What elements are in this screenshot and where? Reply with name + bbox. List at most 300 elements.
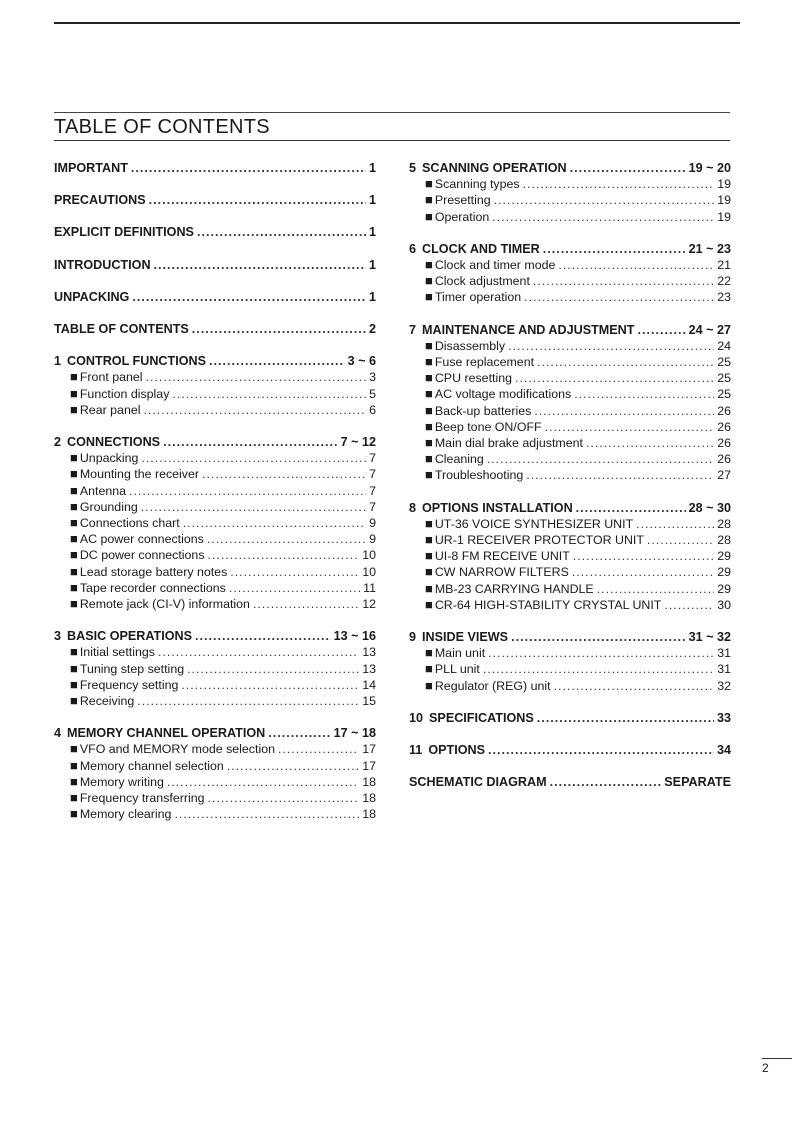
dot-leader bbox=[492, 209, 714, 225]
toc-subsection-entry[interactable] bbox=[54, 661, 376, 677]
toc-subsection-entry[interactable] bbox=[54, 596, 376, 612]
toc-entry-label bbox=[425, 548, 570, 564]
toc-entry-label bbox=[54, 160, 128, 176]
toc-entry-text: INSIDE VIEWS bbox=[422, 630, 509, 645]
page-title: TABLE OF CONTENTS bbox=[54, 116, 270, 138]
toc-left-column bbox=[54, 160, 376, 823]
toc-page-number: 28 bbox=[717, 516, 731, 531]
toc-entry-text: UNPACKING bbox=[54, 289, 130, 304]
dot-leader bbox=[158, 644, 359, 660]
toc-entry-text: Memory clearing bbox=[79, 807, 172, 822]
toc-section-entry[interactable] bbox=[54, 434, 376, 450]
section-spacer bbox=[409, 613, 731, 629]
toc-page-number: 25 bbox=[717, 387, 731, 402]
dot-leader bbox=[143, 402, 366, 418]
toc-entry-label bbox=[425, 289, 521, 305]
toc-subsection-entry[interactable] bbox=[54, 806, 376, 822]
dot-leader bbox=[141, 450, 366, 466]
toc-subsection-entry[interactable] bbox=[409, 176, 731, 192]
toc-subsection-entry[interactable] bbox=[409, 581, 731, 597]
dot-leader bbox=[534, 403, 714, 419]
toc-entry-label bbox=[70, 402, 140, 418]
toc-page-number: 11 bbox=[363, 580, 376, 595]
toc-page-number: 3 bbox=[369, 370, 376, 385]
toc-page-number: 19 ~ 20 bbox=[688, 161, 731, 175]
toc-section-entry[interactable] bbox=[409, 742, 731, 758]
toc-page-number: 1 bbox=[368, 289, 376, 304]
toc-entry-label bbox=[70, 806, 171, 822]
toc-entry-text: Connections chart bbox=[79, 516, 180, 531]
toc-entry-text: OPTIONS INSTALLATION bbox=[422, 500, 573, 515]
toc-page-number: 26 bbox=[717, 452, 731, 467]
toc-page-number: 22 bbox=[717, 274, 731, 289]
toc-page-number: 12 bbox=[362, 597, 376, 612]
toc-page-number: 29 bbox=[717, 565, 731, 580]
toc-entry-text: Mounting the receiver bbox=[79, 467, 200, 482]
toc-entry-label bbox=[425, 516, 633, 532]
toc-entry-label bbox=[425, 338, 505, 354]
toc-entry-label bbox=[425, 467, 523, 483]
toc-section-entry[interactable] bbox=[409, 500, 731, 516]
toc-subsection-entry[interactable] bbox=[54, 369, 376, 385]
toc-subsection-entry[interactable] bbox=[54, 531, 376, 547]
toc-entry-label bbox=[70, 741, 275, 757]
toc-page-number: 17 bbox=[362, 758, 376, 773]
toc-subsection-entry[interactable] bbox=[54, 790, 376, 806]
toc-entry-label bbox=[425, 386, 571, 402]
toc-page-number: 7 bbox=[369, 451, 376, 466]
dot-leader bbox=[268, 725, 330, 741]
toc-subsection-entry[interactable] bbox=[409, 403, 731, 419]
toc-section-number: 6 bbox=[409, 241, 417, 256]
toc-entry-text: UI-8 FM RECEIVE UNIT bbox=[434, 549, 570, 564]
toc-section-entry[interactable] bbox=[54, 628, 376, 644]
toc-subsection-entry[interactable] bbox=[409, 386, 731, 402]
toc-entry-text: Memory writing bbox=[79, 774, 164, 789]
toc-page-number: 33 bbox=[716, 710, 731, 725]
toc-entry-text: Troubleshooting bbox=[434, 468, 524, 483]
toc-entry-text: Frequency setting bbox=[79, 677, 179, 692]
toc-subsection-entry[interactable] bbox=[54, 580, 376, 596]
dot-leader bbox=[487, 451, 714, 467]
toc-entry-text: MEMORY CHANNEL OPERATION bbox=[67, 726, 266, 741]
toc-entry-text: Frequency transferring bbox=[79, 791, 205, 806]
toc-entry-label bbox=[425, 451, 484, 467]
toc-subsection-entry[interactable] bbox=[54, 402, 376, 418]
toc-subsection-entry[interactable] bbox=[54, 515, 376, 531]
toc-entry-label bbox=[409, 742, 485, 758]
toc-page-number: 2 bbox=[368, 322, 376, 337]
dot-leader bbox=[511, 629, 686, 645]
toc-subsection-entry[interactable] bbox=[54, 450, 376, 466]
toc-section-entry[interactable] bbox=[54, 192, 376, 208]
toc-section-number: 9 bbox=[409, 630, 417, 645]
toc-entry-text: AC power connections bbox=[79, 532, 204, 547]
toc-entry-label bbox=[70, 758, 224, 774]
toc-subsection-entry[interactable] bbox=[409, 435, 731, 451]
dot-leader bbox=[149, 192, 366, 208]
toc-entry-label bbox=[70, 677, 178, 693]
toc-entry-label bbox=[409, 774, 547, 790]
toc-page-number: 19 bbox=[717, 209, 731, 224]
toc-section-entry[interactable] bbox=[54, 725, 376, 741]
dot-leader bbox=[647, 532, 714, 548]
toc-entry-label bbox=[409, 500, 573, 516]
toc-subsection-entry[interactable] bbox=[409, 597, 731, 613]
toc-section-number: 10 bbox=[409, 710, 424, 725]
toc-page-number: 32 bbox=[717, 678, 731, 693]
toc-page-number: 13 ~ 16 bbox=[333, 629, 376, 644]
dot-leader bbox=[537, 354, 714, 370]
toc-entry-text: CPU resetting bbox=[434, 371, 512, 386]
dot-leader bbox=[181, 677, 359, 693]
section-spacer bbox=[409, 758, 731, 774]
toc-section-entry[interactable] bbox=[409, 774, 731, 790]
toc-subsection-entry[interactable] bbox=[54, 547, 376, 563]
toc-subsection-entry[interactable] bbox=[409, 289, 731, 305]
toc-subsection-entry[interactable] bbox=[409, 354, 731, 370]
dot-leader bbox=[183, 515, 366, 531]
toc-subsection-entry[interactable] bbox=[409, 564, 731, 580]
dot-leader bbox=[543, 241, 686, 257]
toc-entry-label bbox=[425, 661, 480, 677]
dot-leader bbox=[488, 742, 714, 758]
dot-leader bbox=[137, 693, 359, 709]
dot-leader bbox=[278, 741, 359, 757]
toc-entry-text: Main dial brake adjustment bbox=[434, 436, 583, 451]
toc-entry-label bbox=[70, 515, 180, 531]
toc-section-entry[interactable] bbox=[409, 241, 731, 257]
toc-subsection-entry[interactable] bbox=[409, 645, 731, 661]
toc-page-number: 9 bbox=[369, 532, 376, 547]
toc-subsection-entry[interactable] bbox=[54, 644, 376, 660]
toc-subsection-entry[interactable] bbox=[54, 466, 376, 482]
toc-page-number: 18 bbox=[362, 807, 376, 822]
dot-leader bbox=[570, 160, 686, 176]
toc-entry-text: IMPORTANT bbox=[54, 161, 128, 175]
toc-entry-text: Clock and timer mode bbox=[434, 258, 556, 273]
toc-subsection-entry[interactable] bbox=[54, 677, 376, 693]
toc-page-number: 21 bbox=[717, 258, 731, 273]
dot-leader bbox=[227, 758, 359, 774]
toc-subsection-entry[interactable] bbox=[409, 370, 731, 386]
toc-entry-label bbox=[425, 645, 485, 661]
toc-entry-text: SPECIFICATIONS bbox=[429, 710, 534, 725]
toc-subsection-entry[interactable] bbox=[409, 516, 731, 532]
toc-entry-text: TABLE OF CONTENTS bbox=[54, 322, 189, 337]
toc-page-number: 26 bbox=[717, 403, 731, 418]
toc-entry-text: CONTROL FUNCTIONS bbox=[67, 354, 207, 369]
toc-page-number: 7 ~ 12 bbox=[340, 435, 376, 450]
dot-leader bbox=[207, 531, 366, 547]
toc-entry-text: INTRODUCTION bbox=[54, 257, 151, 272]
toc-subsection-entry[interactable] bbox=[409, 661, 731, 677]
dot-leader bbox=[597, 581, 715, 597]
section-spacer bbox=[409, 484, 731, 500]
toc-entry-text: Memory channel selection bbox=[79, 758, 224, 773]
dot-leader bbox=[132, 289, 366, 305]
dot-leader bbox=[515, 370, 714, 386]
dot-leader bbox=[208, 790, 360, 806]
toc-page-number: 1 bbox=[368, 161, 376, 175]
toc-section-entry[interactable] bbox=[409, 160, 731, 176]
toc-page-number: 25 bbox=[717, 355, 731, 370]
toc-page-number: 19 bbox=[717, 177, 731, 192]
title-underline bbox=[54, 140, 730, 141]
dot-leader bbox=[167, 774, 359, 790]
dot-leader bbox=[192, 321, 366, 337]
dot-leader bbox=[545, 419, 715, 435]
toc-entry-label bbox=[70, 661, 184, 677]
toc-entry-text: CONNECTIONS bbox=[67, 435, 161, 450]
section-spacer bbox=[54, 337, 376, 353]
toc-entry-label bbox=[425, 354, 534, 370]
toc-entry-label bbox=[70, 564, 227, 580]
toc-page-number: 9 bbox=[369, 516, 376, 531]
toc-page-number: 28 bbox=[717, 533, 731, 548]
toc-entry-text: Antenna bbox=[79, 483, 127, 498]
toc-entry-label bbox=[409, 160, 567, 176]
section-spacer bbox=[54, 208, 376, 224]
toc-subsection-entry[interactable] bbox=[409, 338, 731, 354]
toc-entry-label bbox=[425, 403, 531, 419]
toc-subsection-entry[interactable] bbox=[409, 548, 731, 564]
toc-section-entry[interactable] bbox=[409, 629, 731, 645]
toc-page-number: 7 bbox=[369, 483, 376, 498]
section-spacer bbox=[54, 176, 376, 192]
dot-leader bbox=[229, 580, 360, 596]
dot-leader bbox=[197, 224, 366, 240]
section-spacer bbox=[409, 306, 731, 322]
toc-entry-label bbox=[54, 289, 129, 305]
toc-entry-text: OPTIONS bbox=[428, 743, 486, 758]
toc-page-number: 10 bbox=[362, 564, 376, 579]
dot-leader bbox=[146, 369, 367, 385]
section-spacer bbox=[54, 273, 376, 289]
toc-entry-label bbox=[54, 725, 265, 741]
toc-entry-label bbox=[425, 435, 583, 451]
toc-entry-text: Remote jack (CI-V) information bbox=[79, 597, 250, 612]
toc-entry-text: AC voltage modifications bbox=[434, 387, 572, 402]
dot-leader bbox=[154, 257, 366, 273]
toc-page-number: 14 bbox=[362, 677, 376, 692]
toc-section-entry[interactable] bbox=[409, 322, 731, 338]
toc-entry-text: PLL unit bbox=[434, 662, 480, 677]
toc-entry-label bbox=[54, 434, 160, 450]
toc-entry-text: Tuning step setting bbox=[79, 661, 185, 676]
section-spacer bbox=[409, 694, 731, 710]
toc-entry-label bbox=[70, 386, 169, 402]
toc-subsection-entry[interactable] bbox=[409, 209, 731, 225]
toc-page-number: 18 bbox=[362, 791, 376, 806]
section-spacer bbox=[409, 225, 731, 241]
toc-entry-label bbox=[54, 628, 192, 644]
toc-subsection-entry[interactable] bbox=[409, 419, 731, 435]
toc-subsection-entry[interactable] bbox=[409, 678, 731, 694]
dot-leader bbox=[573, 548, 714, 564]
toc-section-entry[interactable] bbox=[54, 289, 376, 305]
toc-entry-label bbox=[70, 693, 134, 709]
toc-page-number: 17 bbox=[362, 742, 376, 757]
toc-page-number: 29 bbox=[717, 581, 731, 596]
toc-page-number: 21 ~ 23 bbox=[688, 241, 731, 256]
toc-page-number: 1 bbox=[368, 193, 376, 208]
toc-entry-label bbox=[70, 774, 164, 790]
toc-section-number: 8 bbox=[409, 500, 417, 515]
toc-entry-text: MB-23 CARRYING HANDLE bbox=[434, 581, 594, 596]
toc-entry-label bbox=[70, 369, 143, 385]
toc-section-entry[interactable] bbox=[54, 224, 376, 240]
dot-leader bbox=[526, 467, 714, 483]
toc-entry-text: Presetting bbox=[434, 193, 491, 208]
toc-section-entry[interactable] bbox=[54, 353, 376, 369]
toc-section-entry[interactable] bbox=[54, 321, 376, 337]
toc-entry-text: UR-1 RECEIVER PROTECTOR UNIT bbox=[434, 533, 644, 548]
toc-entry-label bbox=[425, 419, 542, 435]
toc-entry-text: Regulator (REG) unit bbox=[434, 678, 551, 693]
toc-entry-text: SCANNING OPERATION bbox=[422, 161, 567, 175]
toc-entry-label bbox=[409, 241, 540, 257]
toc-entry-label bbox=[425, 257, 555, 273]
toc-subsection-entry[interactable] bbox=[54, 564, 376, 580]
toc-entry-label bbox=[425, 678, 551, 694]
toc-entry-text: Grounding bbox=[79, 499, 138, 514]
toc-entry-text: Lead storage battery notes bbox=[79, 564, 228, 579]
toc-entry-text: Disassembly bbox=[434, 338, 506, 353]
toc-page-number: 34 bbox=[716, 743, 731, 758]
toc-subsection-entry[interactable] bbox=[54, 758, 376, 774]
toc-page-number: 13 bbox=[362, 645, 376, 660]
toc-entry-label bbox=[425, 273, 530, 289]
toc-page-number: 26 bbox=[717, 436, 731, 451]
toc-subsection-entry[interactable] bbox=[409, 451, 731, 467]
toc-page-number: 17 ~ 18 bbox=[333, 726, 376, 741]
toc-entry-text: Back-up batteries bbox=[434, 403, 532, 418]
toc-page-number: 10 bbox=[362, 548, 376, 563]
toc-entry-label bbox=[54, 257, 151, 273]
toc-entry-label bbox=[70, 483, 126, 499]
dot-leader bbox=[172, 386, 366, 402]
toc-page-number: 15 bbox=[362, 694, 376, 709]
dot-leader bbox=[554, 678, 715, 694]
dot-leader bbox=[187, 661, 359, 677]
toc-entry-text: Timer operation bbox=[434, 290, 522, 305]
toc-entry-text: VFO and MEMORY mode selection bbox=[79, 742, 275, 757]
toc-entry-text: CW NARROW FILTERS bbox=[434, 565, 569, 580]
toc-section-number: 1 bbox=[54, 354, 62, 369]
dot-leader bbox=[230, 564, 359, 580]
toc-section-number: 2 bbox=[54, 435, 62, 450]
toc-entry-text: Cleaning bbox=[434, 452, 484, 467]
toc-entry-label bbox=[425, 532, 644, 548]
dot-leader bbox=[202, 466, 366, 482]
toc-entry-text: UT-36 VOICE SYNTHESIZER UNIT bbox=[434, 516, 634, 531]
dot-leader bbox=[523, 176, 715, 192]
toc-entry-text: Main unit bbox=[434, 646, 486, 661]
toc-page-number: 31 bbox=[717, 662, 731, 677]
toc-subsection-entry[interactable] bbox=[409, 257, 731, 273]
toc-entry-label bbox=[409, 322, 634, 338]
toc-entry-label bbox=[425, 597, 661, 613]
toc-subsection-entry[interactable] bbox=[54, 386, 376, 402]
dot-leader bbox=[550, 774, 662, 790]
toc-entry-label bbox=[70, 790, 205, 806]
toc-entry-label bbox=[54, 353, 206, 369]
section-spacer bbox=[54, 709, 376, 725]
toc-section-entry[interactable] bbox=[54, 257, 376, 273]
dot-leader bbox=[488, 645, 714, 661]
toc-page-number: 19 bbox=[717, 193, 731, 208]
dot-leader bbox=[576, 500, 686, 516]
section-spacer bbox=[54, 612, 376, 628]
toc-entry-text: Operation bbox=[434, 209, 490, 224]
toc-subsection-entry[interactable] bbox=[409, 532, 731, 548]
toc-section-number: 11 bbox=[409, 743, 423, 758]
toc-entry-text: Beep tone ON/OFF bbox=[434, 419, 542, 434]
toc-subsection-entry[interactable] bbox=[54, 774, 376, 790]
toc-subsection-entry[interactable] bbox=[54, 483, 376, 499]
toc-entry-label bbox=[70, 596, 250, 612]
dot-leader bbox=[163, 434, 338, 450]
toc-subsection-entry[interactable] bbox=[54, 693, 376, 709]
toc-section-number: 5 bbox=[409, 161, 417, 175]
toc-entry-label bbox=[70, 644, 155, 660]
page-number: 2 bbox=[762, 1061, 769, 1075]
toc-entry-text: BASIC OPERATIONS bbox=[67, 629, 193, 644]
toc-entry-text: Scanning types bbox=[434, 177, 520, 192]
toc-entry-text: Unpacking bbox=[79, 451, 139, 466]
toc-page-number: 29 bbox=[717, 549, 731, 564]
toc-page-number: 31 ~ 32 bbox=[688, 630, 731, 645]
dot-leader bbox=[508, 338, 714, 354]
dot-leader bbox=[141, 499, 366, 515]
toc-entry-text: Tape recorder connections bbox=[79, 580, 226, 595]
toc-subsection-entry[interactable] bbox=[409, 273, 731, 289]
toc-entry-label bbox=[425, 176, 520, 192]
toc-subsection-entry[interactable] bbox=[54, 499, 376, 515]
toc-entry-text: Function display bbox=[79, 386, 170, 401]
toc-page-number: 18 bbox=[362, 774, 376, 789]
toc-entry-label bbox=[425, 192, 491, 208]
dot-leader bbox=[572, 564, 714, 580]
toc-entry-label bbox=[54, 224, 194, 240]
toc-entry-text: Front panel bbox=[79, 370, 143, 385]
toc-page-number: 6 bbox=[369, 402, 376, 417]
toc-entry-text: CR-64 HIGH-STABILITY CRYSTAL UNIT bbox=[434, 597, 662, 612]
toc-page-number: 27 bbox=[717, 468, 731, 483]
toc-entry-label bbox=[409, 710, 534, 726]
toc-subsection-entry[interactable] bbox=[409, 192, 731, 208]
toc-section-number: 4 bbox=[54, 726, 62, 741]
toc-page-number: 24 ~ 27 bbox=[688, 322, 731, 337]
toc-section-entry[interactable] bbox=[409, 710, 731, 726]
toc-page-number: 28 ~ 30 bbox=[688, 500, 731, 515]
toc-subsection-entry[interactable] bbox=[409, 467, 731, 483]
toc-page-number: SEPARATE bbox=[664, 775, 731, 790]
toc-page-number: 23 bbox=[717, 290, 731, 305]
dot-leader bbox=[586, 435, 714, 451]
toc-section-number: 7 bbox=[409, 322, 417, 337]
page-number-rule bbox=[762, 1058, 792, 1059]
toc-right-column bbox=[409, 160, 731, 791]
dot-leader bbox=[253, 596, 359, 612]
title-top-rule bbox=[54, 112, 730, 113]
dot-leader bbox=[174, 806, 359, 822]
toc-section-entry[interactable] bbox=[54, 160, 376, 176]
toc-page-number: 3 ~ 6 bbox=[347, 354, 376, 369]
toc-entry-label bbox=[425, 209, 489, 225]
toc-subsection-entry[interactable] bbox=[54, 741, 376, 757]
